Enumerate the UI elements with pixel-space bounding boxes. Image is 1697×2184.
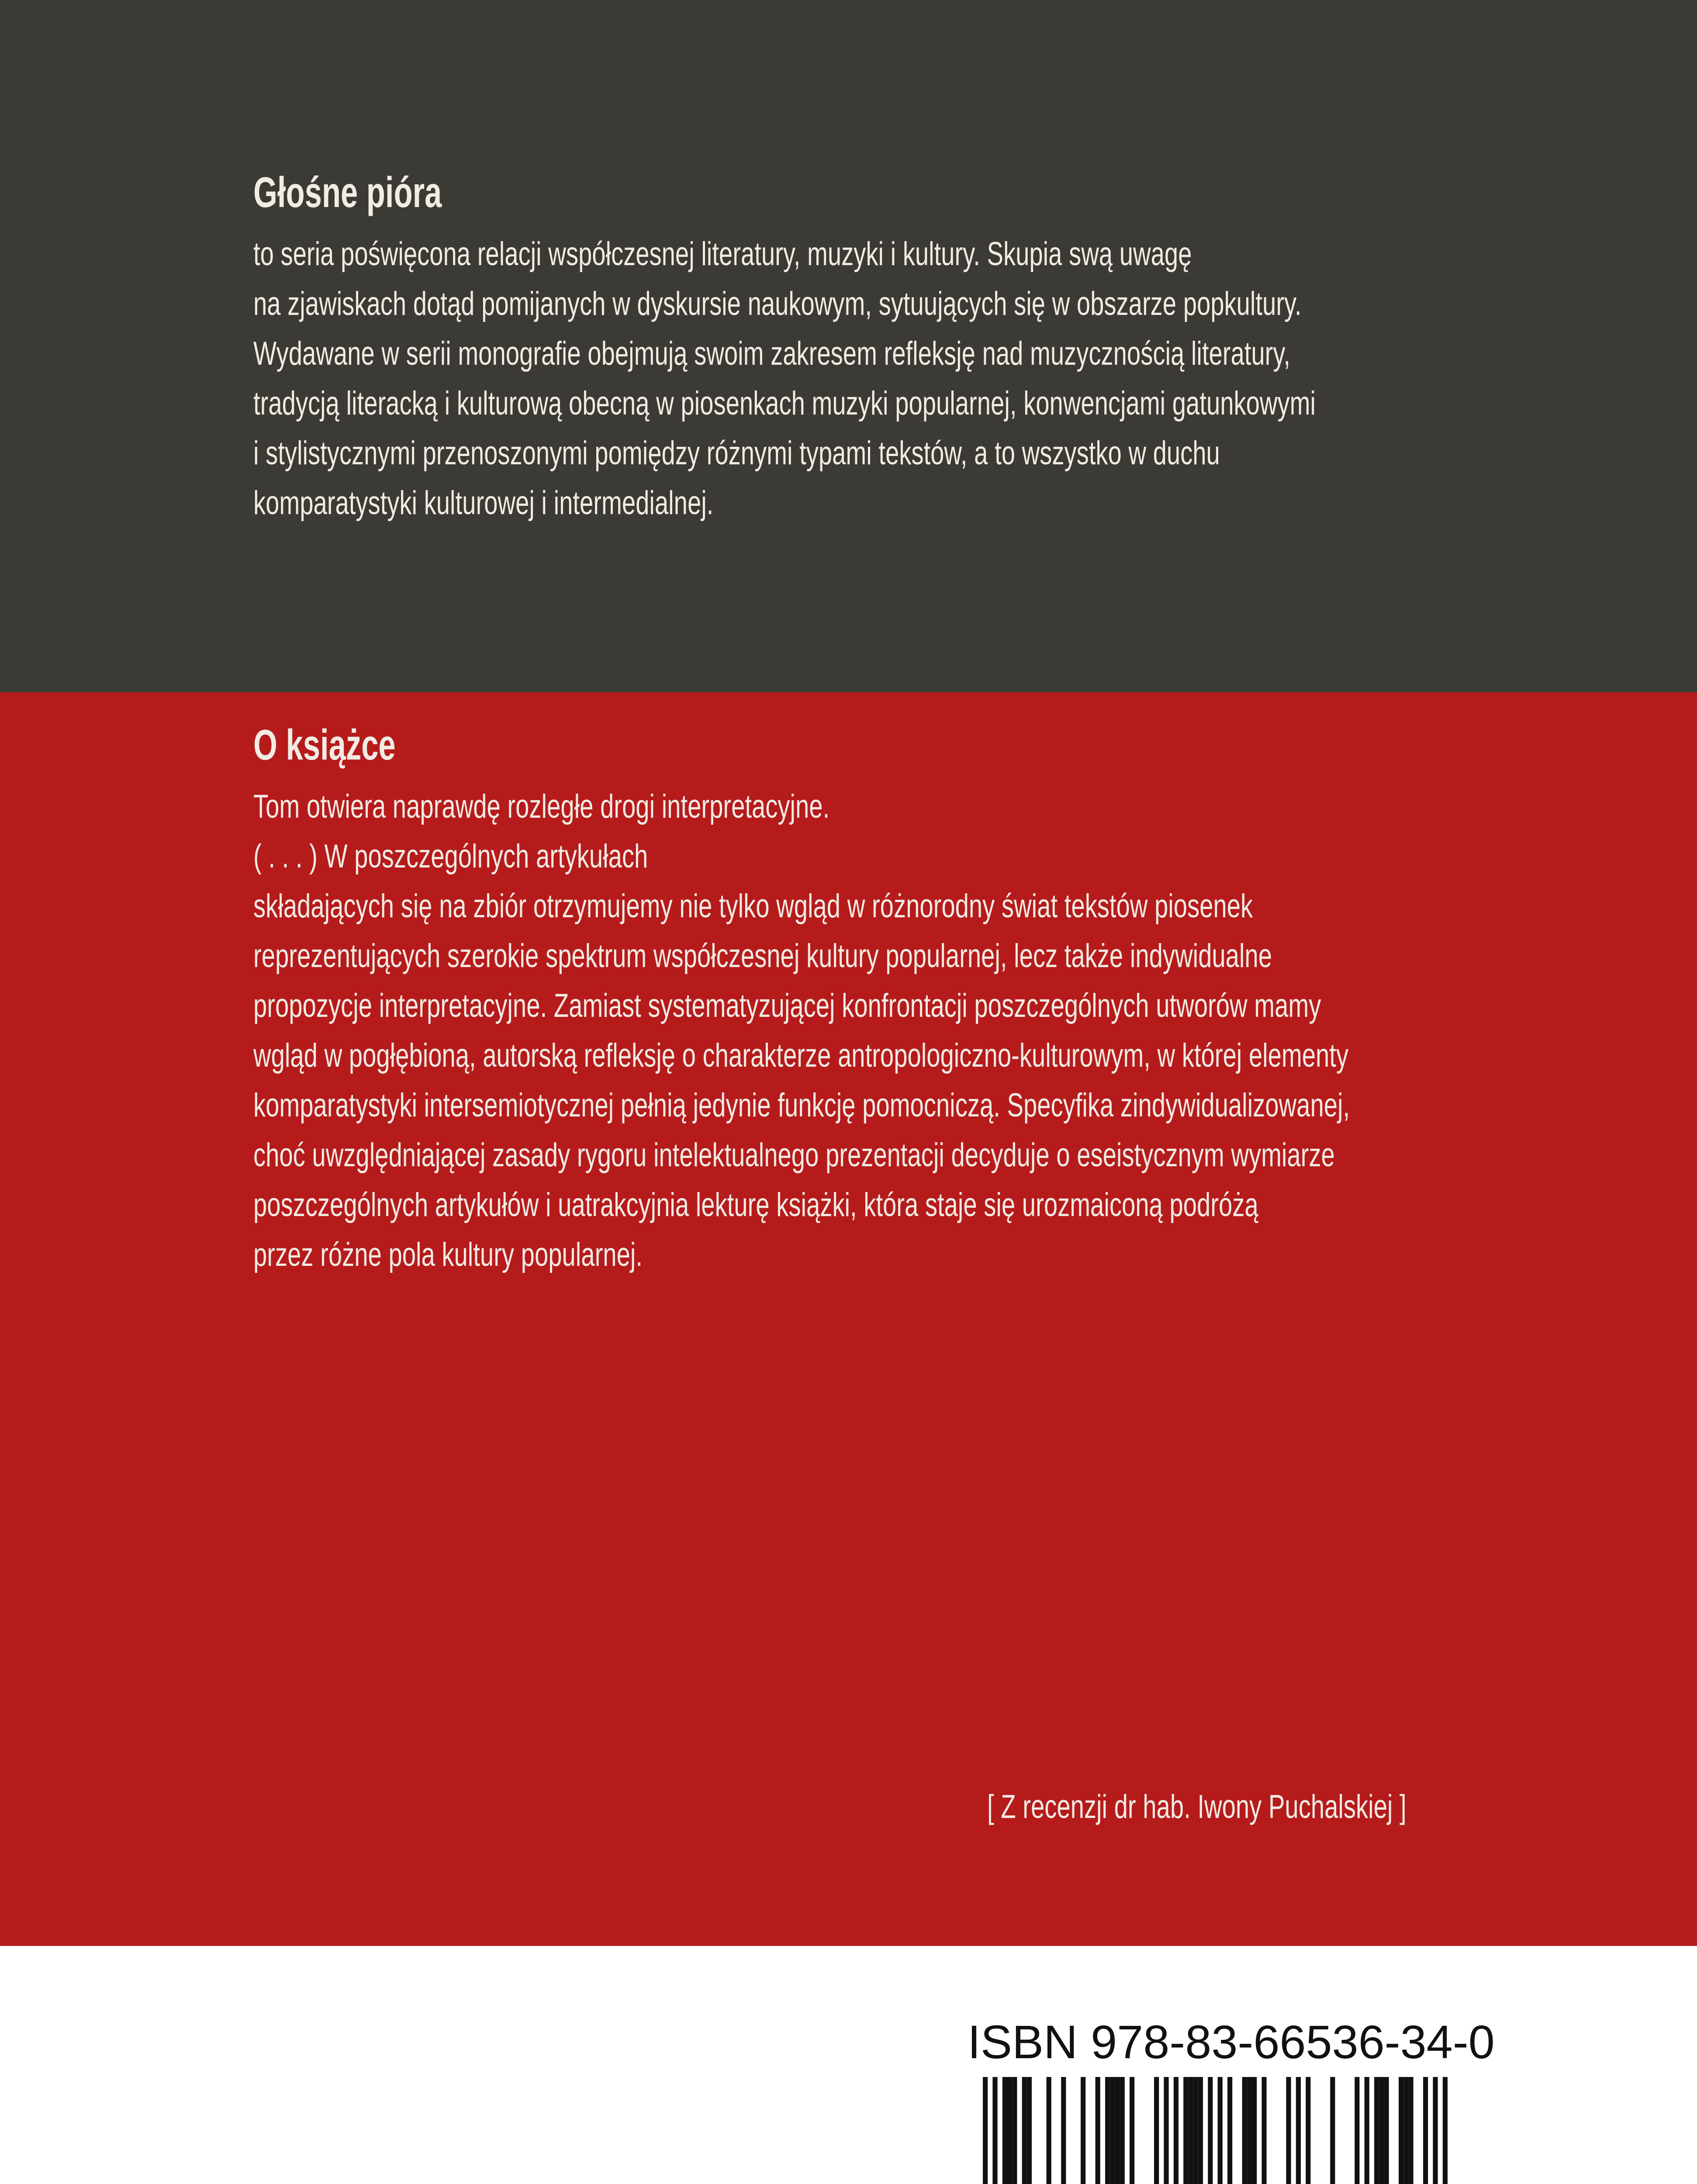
barcode-bar xyxy=(1374,2077,1379,2184)
barcode-bar xyxy=(1208,2077,1213,2184)
book-text xyxy=(253,782,1520,1280)
barcode-bar xyxy=(1379,2077,1384,2184)
barcode-bar xyxy=(1433,2077,1438,2184)
series-text-line: Wydawane w serii monografie obejmują swoim zakresem refleksję nad muzycznością literatury, xyxy=(253,335,1290,372)
barcode-bar xyxy=(1022,2077,1027,2184)
barcode-bar xyxy=(1408,2077,1413,2184)
book-text-line: propozycje interpretacyjne. Zamiast systematyzującej konfrontacji poszczególnych utworów mamy xyxy=(253,987,1321,1024)
barcode-bar xyxy=(1365,2077,1369,2184)
barcode-bar xyxy=(1007,2077,1012,2184)
barcode-bar xyxy=(1096,2077,1100,2184)
barcode-bar xyxy=(1012,2077,1017,2184)
book-text-line: wgląd w pogłębioną, autorską refleksję o charakterze antropologiczno-kulturowym, w której elementy xyxy=(253,1037,1349,1074)
barcode-bar xyxy=(1262,2077,1266,2184)
barcode-bar xyxy=(1110,2077,1115,2184)
book-description xyxy=(253,716,1520,1280)
barcode-bar xyxy=(1218,2077,1223,2184)
barcode-bar xyxy=(1384,2077,1389,2184)
series-text-line: komparatystyki kulturowej i intermedialnej. xyxy=(253,484,714,522)
barcode-bar xyxy=(1188,2077,1193,2184)
barcode-bar xyxy=(1115,2077,1120,2184)
barcode-bar xyxy=(983,2077,988,2184)
barcode-bar xyxy=(1027,2077,1032,2184)
series-description xyxy=(253,164,1520,528)
book-text-line: składających się na zbiór otrzymujemy nie tylko wgląd w różnorodny świat tekstów piosenek xyxy=(253,888,1253,925)
barcode-bar xyxy=(1296,2077,1301,2184)
barcode-bar xyxy=(1105,2077,1110,2184)
barcode-bar xyxy=(1443,2077,1448,2184)
series-text xyxy=(253,229,1520,528)
barcode-bar xyxy=(1164,2077,1168,2184)
book-text-line: Tom otwiera naprawdę rozległe drogi interpretacyjne. xyxy=(253,788,830,825)
series-title: Głośne pióra xyxy=(253,168,442,216)
barcode-bar xyxy=(1252,2077,1257,2184)
barcode-bar xyxy=(1174,2077,1179,2184)
barcode-bar xyxy=(1061,2077,1066,2184)
isbn-number: ISBN 978-83-66536-34-0 xyxy=(968,2015,1495,2068)
barcode-bar xyxy=(1423,2077,1428,2184)
barcode-bar xyxy=(992,2077,997,2184)
barcode-bar xyxy=(1399,2077,1403,2184)
barcode-bar xyxy=(1227,2077,1232,2184)
book-text-line: choć uwzględniającej zasady rygoru intelektualnego prezentacji decyduje o eseistycznym wymiarze xyxy=(253,1137,1335,1174)
barcode-bar xyxy=(1047,2077,1051,2184)
barcode-bar xyxy=(1306,2077,1310,2184)
barcode-bar xyxy=(1002,2077,1007,2184)
book-text-line: reprezentujących szerokie spektrum współczesnej kultury popularnej, lecz także indywidualne xyxy=(253,937,1272,975)
book-text-line: poszczególnych artykułów i uatrakcyjnia lekturę książki, która staje się urozmaiconą podróżą xyxy=(253,1186,1258,1223)
barcode-bar xyxy=(1154,2077,1159,2184)
barcode-bar xyxy=(1120,2077,1125,2184)
book-text-line: komparatystyki intersemiotycznej pełnią jedynie funkcję pomocniczą. Specyfika zindywidualizowanej, xyxy=(253,1087,1350,1124)
series-text-line: i stylistycznymi przenoszonymi pomiędzy różnymi typami tekstów, a to wszystko w duchu xyxy=(253,435,1220,472)
barcode-bar xyxy=(1242,2077,1247,2184)
barcode-bar xyxy=(1183,2077,1188,2184)
barcode-bar xyxy=(1130,2077,1134,2184)
book-text-line: przez różne pola kultury popularnej. xyxy=(253,1236,643,1273)
series-text-line: na zjawiskach dotąd pomijanych w dyskursie naukowym, sytuujących się w obszarze popkultury. xyxy=(253,285,1302,322)
book-text-line: ( . . . ) W poszczególnych artykułach xyxy=(253,838,648,875)
barcode-bar xyxy=(1355,2077,1359,2184)
barcode-bar xyxy=(1286,2077,1291,2184)
barcode-bar xyxy=(1330,2077,1335,2184)
series-text-line: tradycją literacką i kulturową obecną w piosenkach muzyki popularnej, konwencjami gatunkowymi xyxy=(253,385,1316,422)
series-text-line: to seria poświęcona relacji współczesnej literatury, muzyki i kultury. Skupia swą uwagę xyxy=(253,235,1192,273)
review-attribution: [ Z recenzji dr hab. Iwony Puchalskiej ] xyxy=(987,1788,1407,1825)
isbn-barcode xyxy=(930,2077,1481,2184)
barcode-bar xyxy=(1193,2077,1198,2184)
barcode-bar xyxy=(1198,2077,1203,2184)
barcode-bar xyxy=(1403,2077,1408,2184)
barcode-bar xyxy=(1081,2077,1085,2184)
barcode-bar xyxy=(1247,2077,1252,2184)
book-section-title: O książce xyxy=(253,721,396,769)
